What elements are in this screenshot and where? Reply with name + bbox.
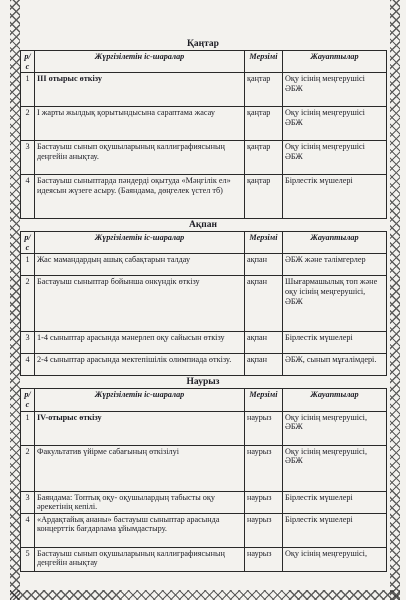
row-term: қаңтар: [245, 141, 283, 175]
header-responsible: Жауаптылар: [283, 232, 387, 254]
row-responsible: Оқу ісінің меңгерушісі,: [283, 547, 387, 571]
header-num: р/с: [21, 389, 35, 411]
row-term: қаңтар: [245, 175, 283, 219]
row-event: Жас мамандардың ашық сабақтарын талдау: [35, 254, 245, 276]
row-responsible: Оқу ісінің меңгерушісі, ӘБЖ: [283, 411, 387, 445]
table-row: [21, 107, 387, 141]
row-event: І жарты жылдық қорытындысына сараптама жасау: [35, 107, 245, 141]
row-term: ақпан: [245, 254, 283, 276]
row-event: Бастауыш сыныптарда пәндерді оқытуда «Мәңгілік ел» идеясын жүзеге асыру. (Баяндама, дөңгелек үстел тб): [35, 175, 245, 219]
row-responsible: Оқу ісінің меңгерушісі ӘБЖ: [283, 107, 387, 141]
plan-table-march: [20, 388, 387, 571]
row-responsible: Бірлестік мүшелері: [283, 513, 387, 547]
header-event: Жүргізілетін іс-шаралар: [35, 232, 245, 254]
month-title-january: Қаңтар: [187, 39, 219, 49]
table-row: [21, 411, 387, 445]
table-header-row: [21, 389, 387, 411]
row-num: 4: [21, 513, 35, 547]
row-num: 2: [21, 445, 35, 491]
table-row: [21, 491, 387, 513]
header-event: Жүргізілетін іс-шаралар: [35, 389, 245, 411]
row-event: Факультатив үйірме сабағының өткізілуі: [35, 445, 245, 491]
month-title-february: Ақпан: [188, 220, 218, 231]
row-event: Баяндама: Топтық оқу- оқушылардың табысты оқу әрекетінің кепілі.: [35, 491, 245, 513]
table-header-row: [21, 232, 387, 254]
table-header-row: [21, 51, 387, 73]
header-responsible: Жауаптылар: [283, 51, 387, 73]
row-num: 3: [21, 491, 35, 513]
row-event: ІV-отырыс өткізу: [35, 411, 245, 445]
table-row: [21, 276, 387, 332]
row-term: наурыз: [245, 513, 283, 547]
decorative-border-left: [10, 0, 20, 600]
row-responsible: Шығармашылық топ және оқу ісінің меңгерушісі, ӘБЖ: [283, 276, 387, 332]
header-responsible: Жауаптылар: [283, 389, 387, 411]
row-num: 4: [21, 354, 35, 376]
row-term: наурыз: [245, 491, 283, 513]
header-event: Жүргізілетін іс-шаралар: [35, 51, 245, 73]
table-row: [21, 332, 387, 354]
decorative-border-bottom: [10, 590, 400, 600]
header-term: Мерзімі: [245, 51, 283, 73]
row-responsible: Бірлестік мүшелері: [283, 332, 387, 354]
row-term: қаңтар: [245, 73, 283, 107]
row-num: 4: [21, 175, 35, 219]
row-event: 2-4 сыныптар арасында мектепішілік олимпиада өткізу.: [35, 354, 245, 376]
row-term: наурыз: [245, 547, 283, 571]
row-term: наурыз: [245, 445, 283, 491]
row-event: «Ардақтайық ананы» бастауыш сыныптар арасында концерттік бағдарлама ұйымдастыру.: [35, 513, 245, 547]
document-page: [20, 38, 386, 572]
table-row: [21, 175, 387, 219]
row-responsible: Оқу ісінің меңгерушісі ӘБЖ: [283, 141, 387, 175]
month-title-march: Наурыз: [186, 377, 220, 388]
header-num: р/с: [21, 51, 35, 73]
row-num: 2: [21, 276, 35, 332]
row-event: Бастауыш сынып оқушыларының каллиграфиясының деңгейін анықтау: [35, 547, 245, 571]
row-term: ақпан: [245, 354, 283, 376]
row-term: наурыз: [245, 411, 283, 445]
row-num: 2: [21, 107, 35, 141]
table-row: [21, 547, 387, 571]
plan-table-february: [20, 231, 387, 376]
row-responsible: ӘБЖ, сынып мұғалімдері.: [283, 354, 387, 376]
row-responsible: Оқу ісінің меңгерушісі ӘБЖ: [283, 73, 387, 107]
row-event: Бастауыш сыныптар бойынша онкүндік өткізу: [35, 276, 245, 332]
header-term: Мерзімі: [245, 389, 283, 411]
row-responsible: Бірлестік мүшелері: [283, 175, 387, 219]
row-term: ақпан: [245, 276, 283, 332]
table-row: [21, 73, 387, 107]
table-row: [21, 445, 387, 491]
header-num: р/с: [21, 232, 35, 254]
row-event: ІІІ отырыс өткізу: [35, 73, 245, 107]
row-num: 5: [21, 547, 35, 571]
row-term: ақпан: [245, 332, 283, 354]
row-num: 1: [21, 411, 35, 445]
row-num: 3: [21, 141, 35, 175]
table-row: [21, 254, 387, 276]
row-responsible: Оқу ісінің меңгерушісі, ӘБЖ: [283, 445, 387, 491]
row-num: 1: [21, 73, 35, 107]
header-term: Мерзімі: [245, 232, 283, 254]
table-row: [21, 141, 387, 175]
plan-table-january: [20, 50, 387, 219]
row-term: қаңтар: [245, 107, 283, 141]
table-row: [21, 513, 387, 547]
row-event: Бастауыш сынып оқушыларының каллиграфиясының деңгейін анықтау.: [35, 141, 245, 175]
row-event: 1-4 сыныптар арасында мәнерлеп оқу сайысын өткізу: [35, 332, 245, 354]
row-num: 3: [21, 332, 35, 354]
row-num: 1: [21, 254, 35, 276]
table-row: [21, 354, 387, 376]
row-responsible: Бірлестік мүшелері: [283, 491, 387, 513]
row-responsible: ӘБЖ және тәлімгерлер: [283, 254, 387, 276]
decorative-border-right: [390, 0, 400, 600]
